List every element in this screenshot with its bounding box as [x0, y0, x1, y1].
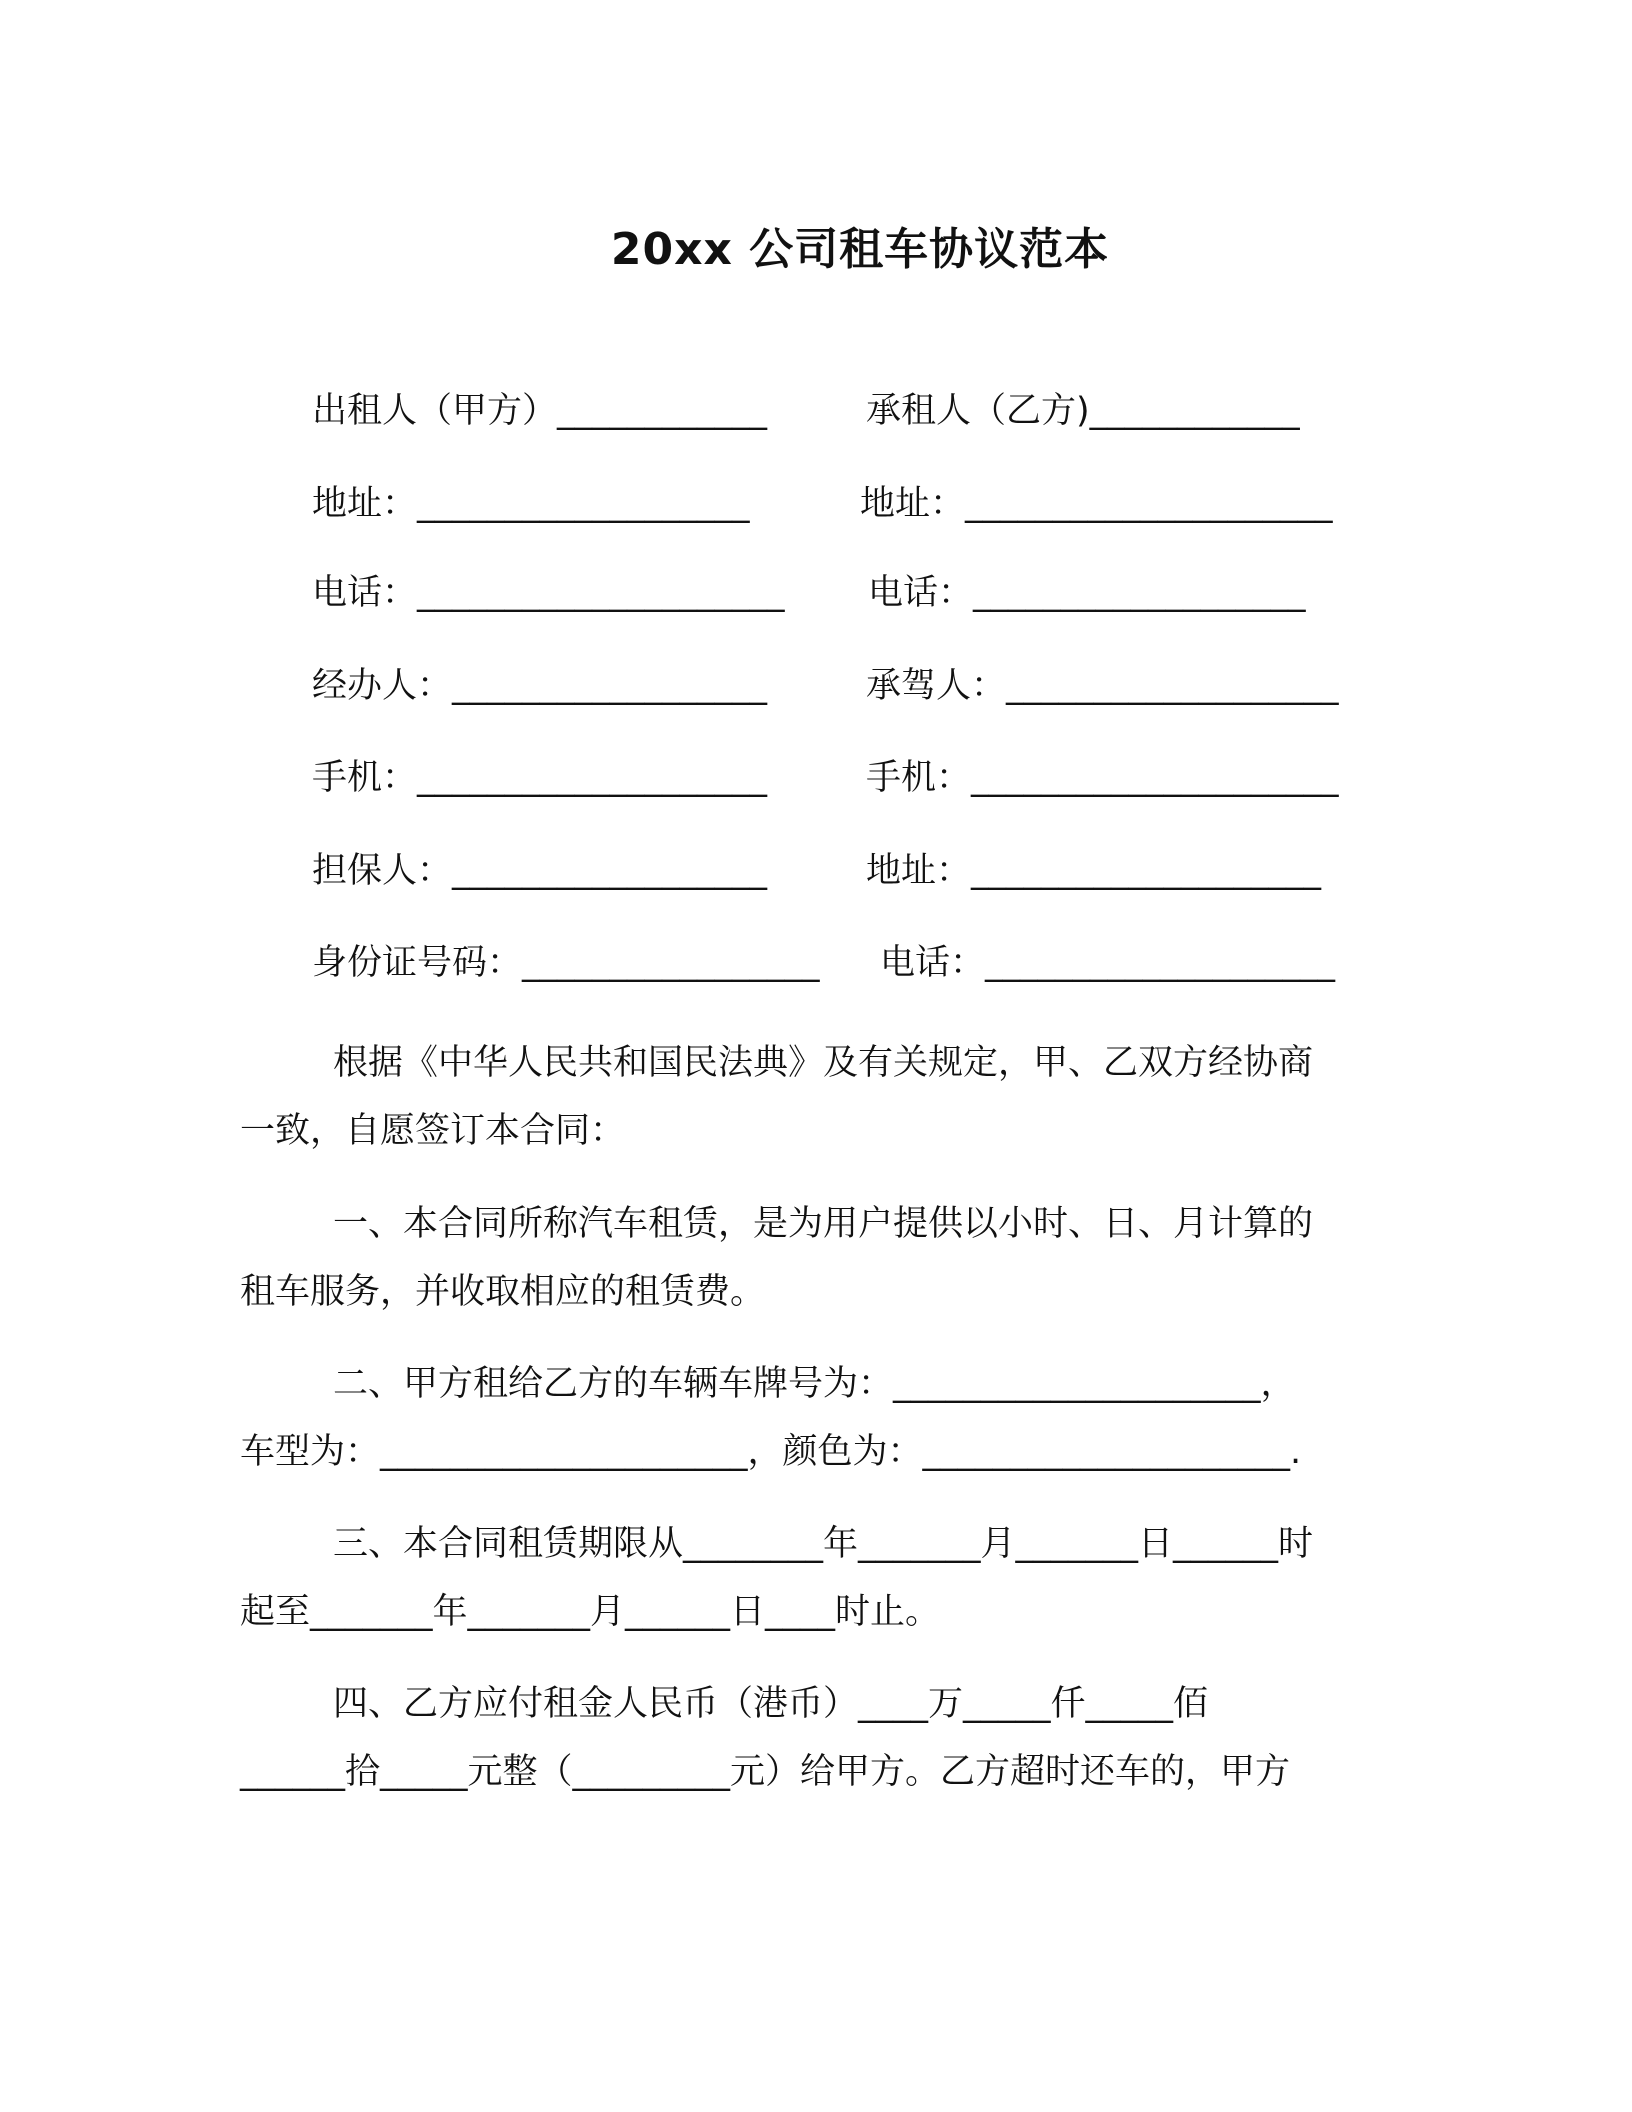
lessee-field: 承租人（乙方)____________ [866, 391, 1300, 431]
paragraph-line: 一、本合同所称汽车租赁，是为用户提供以小时、日、月计算的 [333, 1204, 1314, 1244]
guarantor-field: 担保人：__________________ [312, 851, 768, 891]
paragraph-line: 车型为：_____________________，颜色为：_____________________. [240, 1432, 1302, 1472]
paragraph-line: 二、甲方租给乙方的车辆车牌号为：_____________________， [333, 1364, 1296, 1404]
document-title: 20xx 公司租车协议范本 [610, 224, 1110, 275]
paragraph-line: 起至_______年_______月______日____时止。 [240, 1592, 941, 1632]
handler-field: 经办人：__________________ [312, 666, 768, 706]
driver-field: 承驾人：___________________ [866, 666, 1339, 706]
paragraph-line: 根据《中华人民共和国民法典》及有关规定，甲、乙双方经协商 [333, 1043, 1314, 1083]
paragraph-line: 四、乙方应付租金人民币（港币）____万_____仟_____佰 [333, 1684, 1209, 1724]
lessee-phone-field: 电话：___________________ [868, 573, 1306, 613]
guarantor-address-field: 地址：____________________ [866, 851, 1322, 891]
paragraph-line: 三、本合同租赁期限从________年_______月_______日______时 [333, 1524, 1314, 1564]
guarantor-phone-field: 电话：____________________ [880, 943, 1336, 983]
lessor-field: 出租人（甲方）____________ [312, 391, 768, 431]
clause-2-paragraph [240, 1350, 1380, 1486]
lessee-address-field: 地址：_____________________ [860, 484, 1333, 524]
paragraph-line: 一致，自愿签订本合同： [240, 1111, 626, 1151]
handler-mobile-field: 手机：____________________ [312, 758, 768, 798]
paragraph-line: 租车服务，并收取相应的租赁费。 [240, 1272, 766, 1312]
clause-4-paragraph [240, 1670, 1380, 1806]
clause-1-paragraph [240, 1190, 1380, 1326]
lessor-address-field: 地址：___________________ [312, 484, 750, 524]
preamble-paragraph [240, 1029, 1380, 1165]
clause-3-paragraph [240, 1510, 1380, 1646]
driver-mobile-field: 手机：_____________________ [866, 758, 1339, 798]
id-number-field: 身份证号码：_________________ [312, 943, 820, 983]
lessor-phone-field: 电话：_____________________ [312, 573, 785, 613]
paragraph-line: ______拾_____元整（_________元）给甲方。乙方超时还车的，甲方 [240, 1752, 1291, 1792]
